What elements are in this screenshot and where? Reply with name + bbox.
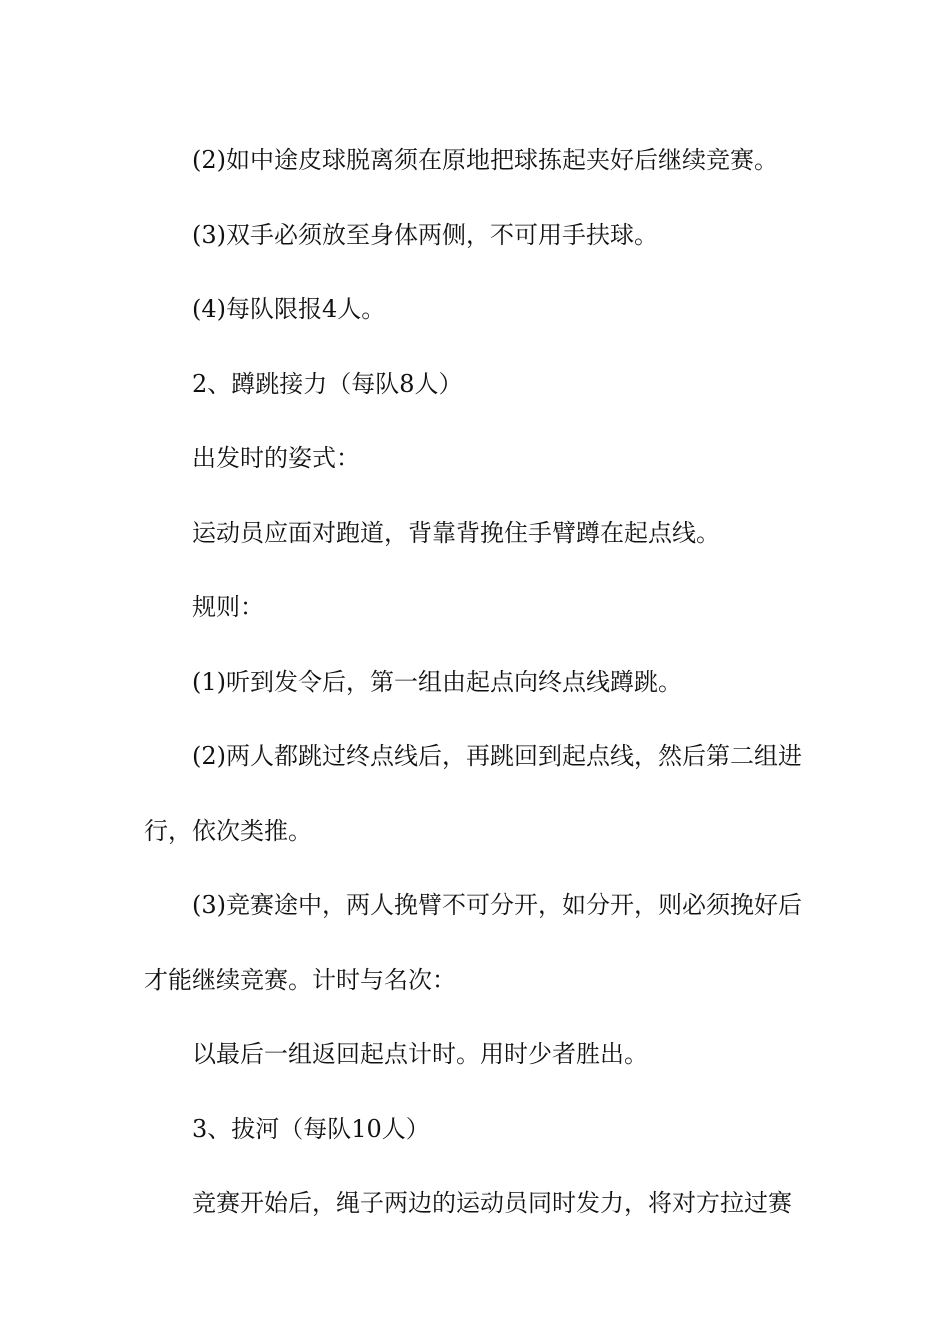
- paragraph-relay-rule-2: (2)两人都跳过终点线后，再跳回到起点线，然后第二组进行，依次类推。: [144, 742, 802, 845]
- section-heading-tug-of-war: 3、拔河（每队10人）: [192, 1114, 430, 1143]
- paragraph-relay-rule-3: (3)竞赛途中，两人挽臂不可分开，如分开，则必须挽好后才能继续竞赛。计时与名次：: [144, 891, 802, 994]
- paragraph-start-posture: 运动员应面对跑道，背靠背挽住手臂蹲在起点线。: [192, 518, 720, 547]
- paragraph-start-posture-label: 出发时的姿式：: [192, 444, 360, 472]
- paragraph-rule-4-team-size: (4)每队限报4人。: [192, 295, 386, 323]
- document-body: [144, 123, 810, 1241]
- paragraph-rule-3-hands: (3)双手必须放至身体两侧，不可用手扶球。: [192, 220, 658, 249]
- paragraph-relay-rule-1: (1)听到发令后，第一组由起点向终点线蹲跳。: [192, 667, 682, 696]
- section-heading-squat-jump-relay: 2、蹲跳接力（每队8人）: [192, 369, 463, 398]
- paragraph-tug-of-war-rule: 竞赛开始后，绳子两边的运动员同时发力，将对方拉过赛: [192, 1189, 792, 1217]
- paragraph-rule-2-ball-drop: (2)如中途皮球脱离须在原地把球拣起夹好后继续竞赛。: [192, 146, 778, 174]
- paragraph-timing: 以最后一组返回起点计时。用时少者胜出。: [192, 1040, 648, 1068]
- paragraph-rules-label: 规则：: [192, 593, 264, 621]
